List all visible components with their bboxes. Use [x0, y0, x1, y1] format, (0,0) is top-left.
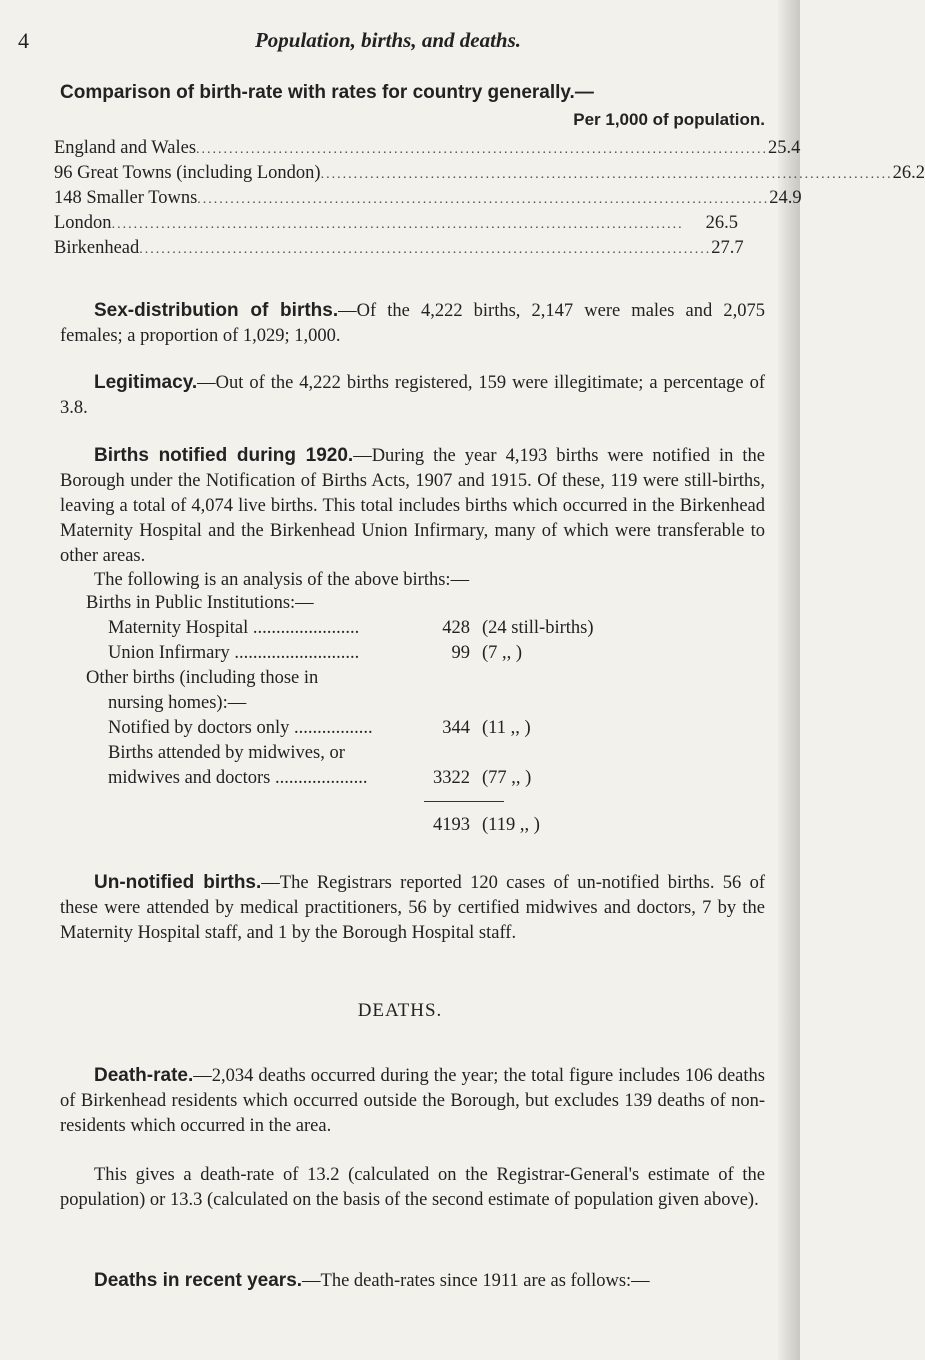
- total-row: [86, 815, 766, 840]
- row-note: (24 still-births): [482, 618, 594, 638]
- table-row: [86, 768, 766, 793]
- comparison-subheading: Per 1,000 of population.: [573, 110, 765, 129]
- notified-heading: Births notified during 1920.: [94, 445, 354, 466]
- leader-dots: ........................................................................................................: [320, 167, 893, 182]
- death-rate-paragraph: [60, 1063, 765, 1139]
- running-title: Population, births, and deaths.: [254, 28, 522, 52]
- births-notified-paragraph: [60, 443, 765, 569]
- page-number: 4: [18, 28, 29, 53]
- row-number: 428: [442, 618, 470, 638]
- row-note: (7 ,, ): [482, 643, 523, 663]
- row-label: Births in Public Institutions:—: [86, 593, 314, 613]
- row-label: England and Wales: [54, 138, 197, 158]
- total-number: 4193: [433, 815, 470, 835]
- table-row: [54, 138, 801, 163]
- comparison-section: [60, 82, 765, 104]
- recent-deaths-paragraph: [60, 1268, 765, 1294]
- sex-text: —Of the 4,222 births, 2,147 were males and 2,075 females; a proportion of 1,029; 1,000.: [60, 301, 765, 346]
- sex-distribution-paragraph: [60, 298, 765, 349]
- comparison-table: [54, 138, 925, 263]
- table-row: [54, 213, 738, 238]
- row-value: 25.4: [768, 138, 801, 158]
- comparison-heading: Comparison of birth-rate with rates for country generally.—: [60, 82, 594, 103]
- row-value: 26.5: [705, 213, 738, 233]
- table-row: [54, 163, 925, 188]
- row-note: (77 ,, ): [482, 768, 532, 788]
- row-number: 99: [451, 643, 470, 663]
- recent-heading: Deaths in recent years.: [94, 1270, 303, 1291]
- sex-heading: Sex-distribution of births.: [94, 300, 339, 321]
- row-label: Birkenhead: [54, 238, 140, 258]
- row-label: 96 Great Towns (including London): [54, 163, 321, 183]
- row-label: London: [54, 213, 112, 233]
- notified-text: —During the year 4,193 births were notified in the Borough under the Notification of Births Acts, 1907 and 1915. Of these, 119 were still-births, leaving a total of 4,074 live births. This total includes births which occurred in the Birkenhead Maternity Hospital and the Birkenhead Union Infirmary, many of which were transferable to other areas.: [60, 446, 765, 566]
- row-number: 3322: [433, 768, 470, 788]
- row-value: 24.9: [769, 188, 802, 208]
- row-value: 26.2: [892, 163, 925, 183]
- table-row: [86, 618, 766, 643]
- table-row: [86, 743, 766, 768]
- births-analysis-table: [86, 593, 766, 840]
- leader-dots: ........................................................................................................: [139, 242, 712, 257]
- leader-dots: ........................................................................................................: [196, 142, 769, 157]
- row-note: (11 ,, ): [482, 718, 531, 738]
- page-header: [18, 28, 758, 58]
- legitimacy-heading: Legitimacy.: [94, 372, 198, 393]
- recent-text: —The death-rates since 1911 are as follows:—: [302, 1271, 650, 1291]
- row-label: midwives and doctors ....................: [108, 768, 368, 788]
- row-label: Union Infirmary ...........................: [108, 643, 360, 663]
- unnotified-heading: Un-notified births.: [94, 872, 262, 893]
- unnotified-text: —The Registrars reported 120 cases of un-notified births. 56 of these were attended by medical practitioners, 56 by certified midwives and doctors, 7 by the Maternity Hospital staff, and 1 by the Borough Hospital staff.: [60, 873, 766, 943]
- row-number: 344: [442, 718, 470, 738]
- death-rate-heading: Death-rate.: [94, 1065, 194, 1086]
- row-label: nursing homes):—: [108, 693, 247, 713]
- death-rate-paragraph-2: This gives a death-rate of 13.2 (calculated on the Registrar-General's estimate of the population) or 13.3 (calculated on the basis of the second estimate of population given above).: [60, 1165, 765, 1210]
- row-label: Notified by doctors only .................: [108, 718, 373, 738]
- row-value: 27.7: [711, 238, 744, 258]
- death-rate-text: —2,034 deaths occurred during the year; the total figure includes 106 deaths of Birkenhead residents which occurred outside the Borough, but excludes 139 deaths of non-residents which occurred in the area.: [60, 1066, 765, 1136]
- table-row: [86, 693, 766, 718]
- table-row: [54, 188, 802, 213]
- table-row: [86, 718, 766, 743]
- legitimacy-paragraph: [60, 370, 765, 421]
- row-label: Maternity Hospital .......................: [108, 618, 360, 638]
- total-rule: [424, 801, 504, 802]
- analysis-intro: The following is an analysis of the above births:—: [94, 570, 470, 590]
- unnotified-paragraph: [60, 870, 765, 946]
- table-row: [86, 643, 766, 668]
- legitimacy-text: —Out of the 4,222 births registered, 159 were illegitimate; a percentage of 3.8.: [60, 373, 765, 418]
- table-row: [86, 668, 766, 693]
- row-label: Births attended by midwives, or: [108, 743, 345, 763]
- table-row: [86, 593, 766, 618]
- row-label: 148 Smaller Towns: [54, 188, 198, 208]
- table-row: [54, 238, 744, 263]
- deaths-title: DEATHS.: [357, 1000, 443, 1021]
- row-label: Other births (including those in: [86, 668, 319, 688]
- leader-dots: ........................................................................................................: [197, 192, 770, 207]
- leader-dots: ........................................................................................................: [111, 217, 684, 232]
- total-note: (119 ,, ): [482, 815, 540, 835]
